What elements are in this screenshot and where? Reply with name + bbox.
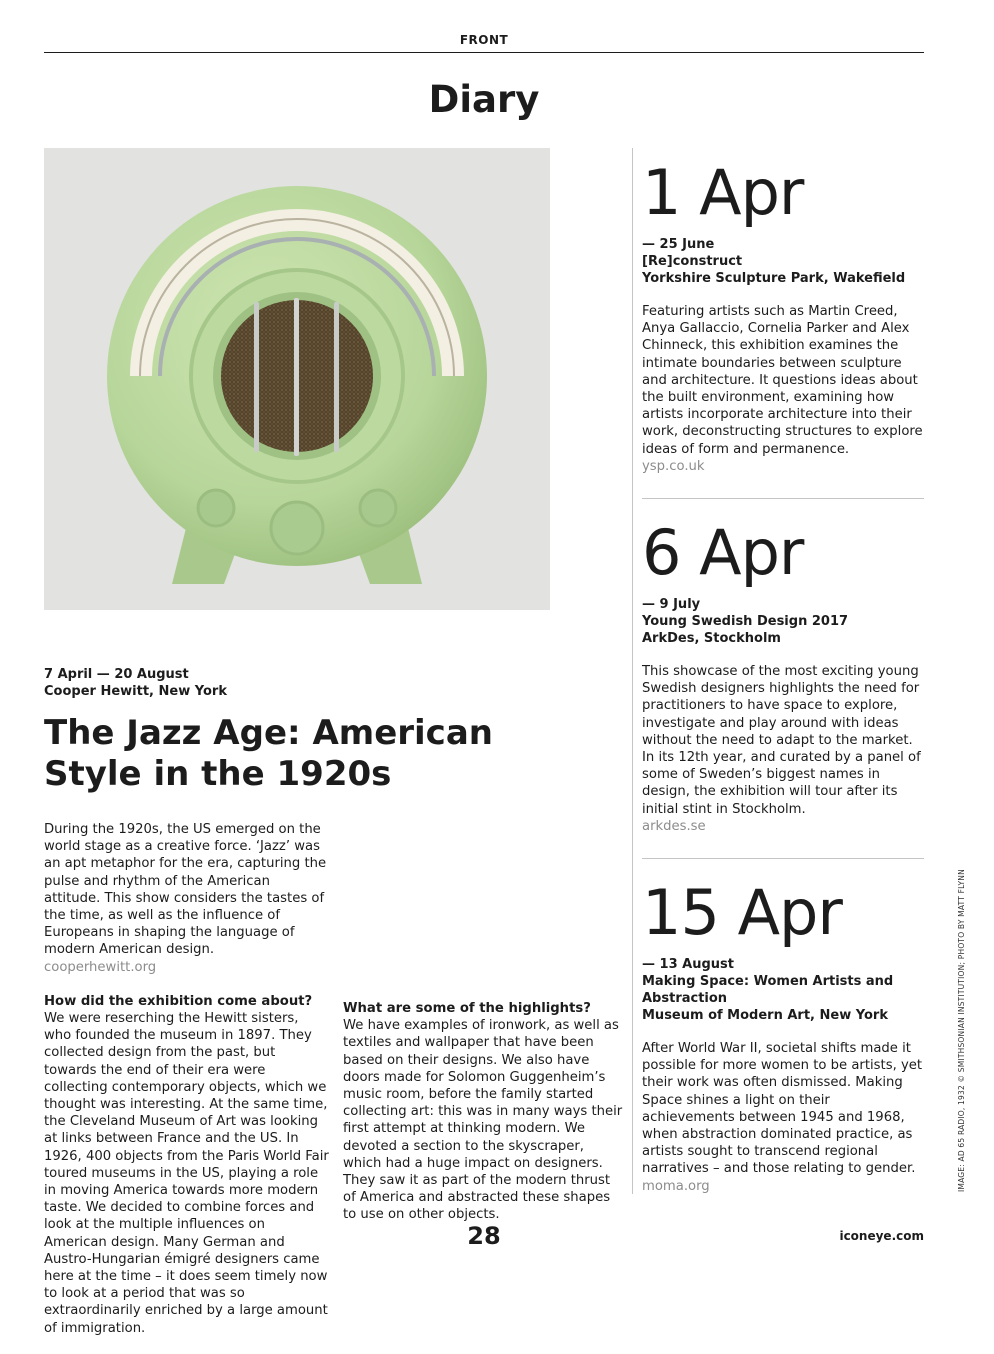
event-link[interactable]: moma.org xyxy=(642,1178,710,1194)
event-end-date: — 9 July xyxy=(642,597,701,612)
radio-photo xyxy=(44,148,550,610)
event-venue: Museum of Modern Art, New York xyxy=(642,1008,888,1023)
site-url[interactable]: iconeye.com xyxy=(839,1229,924,1243)
event-1 xyxy=(642,158,925,475)
event-end-date: — 13 August xyxy=(642,957,734,972)
event-link[interactable]: ysp.co.uk xyxy=(642,458,705,474)
event-divider xyxy=(642,498,924,499)
event-title: Young Swedish Design 2017 xyxy=(642,614,849,629)
section-label: FRONT xyxy=(459,33,509,47)
column-divider xyxy=(632,148,633,1194)
answer-1: We were reserching the Hewitt sisters, who founded the museum in 1897. They collected design from the past, but towards the end of their era were collecting contemporary objects, which we thought was interesting. At the same time, the Cleveland Museum of Art was looking at links between France and the US. In 1926, 400 objects from the Paris World Fair toured museums in the US, playing a role in moving America towards more modern taste. We decided to combine forces and look at the multiple influences on American design. Many German and Austro-Hungarian émigré designers came here at the time – it does seem timely now to look at a period that was so extraordinarily enriched by a large amount of immigration. xyxy=(44,1011,329,1336)
page-title: Diary xyxy=(428,78,540,121)
event-date: 1 Apr xyxy=(642,156,804,229)
event-3 xyxy=(642,878,925,1195)
event-end-date: — 25 June xyxy=(642,237,715,252)
event-venue: ArkDes, Stockholm xyxy=(642,631,781,646)
event-title: [Re]construct xyxy=(642,254,743,269)
feature-column-1 xyxy=(44,821,329,1354)
event-date: 6 Apr xyxy=(642,516,804,589)
radio-illustration xyxy=(44,148,550,610)
feature-intro: During the 1920s, the US emerged on the world stage as a creative force. ‘Jazz’ was an apt metaphor for the era, capturing the pulse and rhythm of the American attitude. This show considers the tastes of the time, as well as the influence of Europeans in shaping the language of modern American design. xyxy=(44,822,327,958)
event-2 xyxy=(642,518,925,835)
event-divider xyxy=(642,858,924,859)
event-date: 15 Apr xyxy=(642,876,842,949)
top-rule xyxy=(44,52,924,53)
event-venue: Yorkshire Sculpture Park, Wakefield xyxy=(642,271,906,286)
feature-meta xyxy=(44,666,227,700)
page-number: 28 xyxy=(467,1222,501,1250)
feature-dates: 7 April — 20 August xyxy=(44,667,189,682)
feature-column-2 xyxy=(343,1000,624,1241)
event-link[interactable]: arkdes.se xyxy=(642,818,706,834)
event-description: Featuring artists such as Martin Creed, Anya Gallaccio, Cornelia Parker and Alex Chinneck, this exhibition examines the intimate boundaries between sculpture and architecture. It questions ideas about the built environment, examining how artists incorporate architecture into their work, deconstructing structures to explore ideas of form and permanence. xyxy=(642,304,923,457)
event-title: Making Space: Women Artists and Abstraction xyxy=(642,974,894,1006)
question-1: How did the exhibition come about? xyxy=(44,993,313,1009)
event-description: After World War II, societal shifts made it possible for more women to be artists, yet their work was often dismissed. Making Space shines a light on their achievements between 1945 and 1968, when abstraction dominated practice, as artists sought to transcend regional narratives – and those relating to gender. xyxy=(642,1041,923,1177)
event-description: This showcase of the most exciting young Swedish designers highlights the need for practitioners to have space to explore, investigate and play around with ideas without the need to adapt to the market. In its 12th year, and curated by a panel of some of Sweden’s biggest names in design, the exhibition will tour after its initial stint in Stockholm. xyxy=(642,664,921,817)
image-credit: IMAGE: AD 65 RADIO, 1932 © SMITHSONIAN INSTITUTION; PHOTO BY MATT FLYNN xyxy=(957,869,966,1192)
question-2: What are some of the highlights? xyxy=(343,1001,591,1016)
answer-2: We have examples of ironwork, as well as textiles and wallpaper that have been based on their designs. We also have doors made for Solomon Guggenheim’s music room, before the family started collecting art: this was in many ways their first attempt at thinking modern. We devoted a section to the skyscraper, which had a huge impact on designers. They saw it as part of the modern thrust of America and abstracted these shapes to use on other objects. xyxy=(343,1018,623,1223)
feature-venue: Cooper Hewitt, New York xyxy=(44,684,227,699)
feature-headline: The Jazz Age: American Style in the 1920s xyxy=(44,713,493,794)
feature-link[interactable]: cooperhewitt.org xyxy=(44,959,157,975)
